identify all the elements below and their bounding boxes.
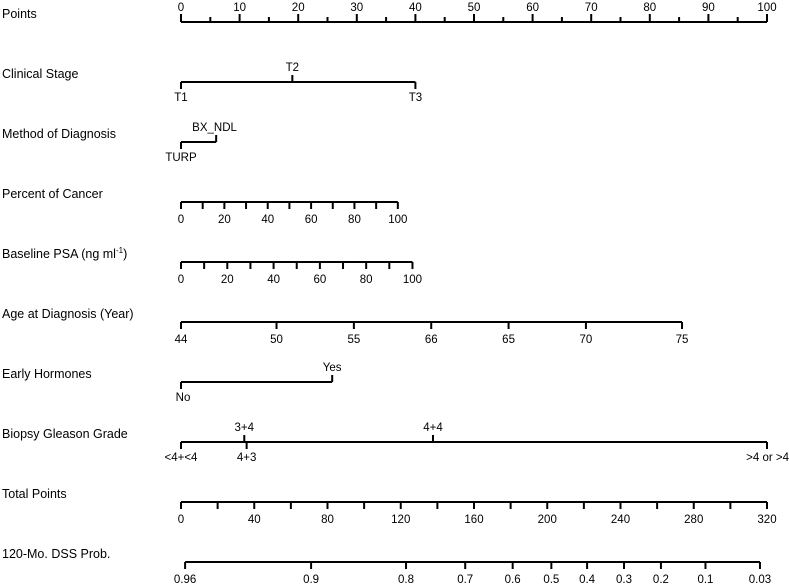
row-age-at-diagnosis bbox=[2, 307, 688, 346]
tick-label-baseline-psa: 40 bbox=[267, 274, 280, 286]
row-early-hormones bbox=[2, 362, 342, 404]
tick-label-percent-of-cancer: 40 bbox=[261, 214, 275, 226]
tick-label-age-at-diagnosis: 66 bbox=[424, 334, 438, 346]
tick-label-age-at-diagnosis: 75 bbox=[675, 334, 689, 346]
tick-label-percent-of-cancer: 100 bbox=[388, 214, 408, 226]
tick-label-dss-prob: 0.3 bbox=[616, 574, 633, 584]
row-label-total-points: Total Points bbox=[2, 487, 67, 501]
tick-label-points: 80 bbox=[643, 2, 657, 14]
tick-label-percent-of-cancer: 0 bbox=[177, 214, 185, 226]
tick-label-age-at-diagnosis: 44 bbox=[174, 334, 188, 346]
tick-label-percent-of-cancer: 80 bbox=[348, 214, 361, 226]
tick-label-dss-prob: 0.6 bbox=[504, 574, 521, 584]
tick-label-baseline-psa: 80 bbox=[359, 274, 373, 286]
tick-label-points: 60 bbox=[526, 2, 539, 14]
tick-label-baseline-psa: 100 bbox=[402, 274, 423, 286]
tick-label-baseline-psa: 0 bbox=[177, 274, 185, 286]
level-label-biopsy-gleason-grade: 4+4 bbox=[423, 422, 443, 434]
tick-label-total-points: 80 bbox=[321, 514, 334, 526]
tick-label-dss-prob: 0.1 bbox=[697, 574, 714, 584]
row-baseline-psa bbox=[2, 246, 422, 286]
tick-label-points: 70 bbox=[584, 2, 598, 14]
tick-label-points: 0 bbox=[177, 2, 185, 14]
tick-label-total-points: 200 bbox=[537, 514, 557, 526]
level-label-early-hormones: Yes bbox=[322, 362, 342, 374]
level-label-method-of-diagnosis: BX_NDL bbox=[192, 122, 237, 134]
tick-label-total-points: 320 bbox=[757, 514, 777, 526]
level-label-biopsy-gleason-grade: >4 or >4 bbox=[746, 452, 789, 464]
row-label-superscript: -1 bbox=[115, 246, 124, 255]
tick-label-points: 90 bbox=[702, 2, 715, 14]
tick-label-points: 20 bbox=[291, 2, 305, 14]
row-label-age-at-diagnosis: Age at Diagnosis (Year) bbox=[2, 307, 134, 321]
row-points bbox=[2, 2, 777, 22]
tick-label-points: 30 bbox=[350, 2, 364, 14]
level-label-clinical-stage: T3 bbox=[408, 92, 423, 104]
row-total-points bbox=[2, 487, 777, 526]
tick-label-points: 50 bbox=[467, 2, 481, 14]
row-method-of-diagnosis bbox=[2, 122, 238, 164]
tick-label-total-points: 280 bbox=[684, 514, 704, 526]
tick-label-points: 100 bbox=[757, 2, 777, 14]
tick-label-percent-of-cancer: 20 bbox=[217, 214, 231, 226]
row-dss-prob bbox=[2, 547, 771, 584]
tick-label-dss-prob: 0.4 bbox=[579, 574, 596, 584]
row-label-points: Points bbox=[2, 7, 37, 21]
tick-label-age-at-diagnosis: 65 bbox=[502, 334, 515, 346]
tick-label-dss-prob: 0.2 bbox=[652, 574, 669, 584]
row-label-baseline-psa: Baseline PSA (ng $ml^{-1}$) bbox=[2, 246, 128, 261]
level-label-biopsy-gleason-grade: 4+3 bbox=[236, 452, 257, 464]
tick-label-age-at-diagnosis: 50 bbox=[270, 334, 283, 346]
tick-label-total-points: 120 bbox=[391, 514, 411, 526]
row-label-clinical-stage: Clinical Stage bbox=[2, 67, 79, 81]
level-label-clinical-stage: T1 bbox=[174, 92, 188, 104]
row-percent-of-cancer bbox=[2, 187, 407, 226]
row-label-percent-of-cancer: Percent of Cancer bbox=[2, 187, 103, 201]
tick-label-baseline-psa: 20 bbox=[220, 274, 234, 286]
row-label-dss-prob: 120-Mo. DSS Prob. bbox=[2, 547, 111, 561]
level-label-method-of-diagnosis: TURP bbox=[165, 152, 197, 164]
row-biopsy-gleason-grade bbox=[2, 422, 789, 464]
tick-label-dss-prob: 0.03 bbox=[748, 574, 772, 584]
level-label-early-hormones: No bbox=[175, 392, 191, 404]
row-label-method-of-diagnosis: Method of Diagnosis bbox=[2, 127, 116, 141]
tick-label-total-points: 240 bbox=[610, 514, 631, 526]
tick-label-total-points: 40 bbox=[247, 514, 261, 526]
tick-label-total-points: 0 bbox=[177, 514, 185, 526]
tick-label-age-at-diagnosis: 70 bbox=[579, 334, 593, 346]
tick-label-dss-prob: 0.8 bbox=[398, 574, 415, 584]
level-label-clinical-stage: T2 bbox=[285, 62, 300, 74]
tick-label-dss-prob: 0.7 bbox=[457, 574, 474, 584]
tick-label-dss-prob: 0.9 bbox=[303, 574, 320, 584]
row-label-early-hormones: Early Hormones bbox=[2, 367, 92, 381]
row-label-suffix: ) bbox=[123, 247, 128, 261]
tick-label-dss-prob: 0.96 bbox=[173, 574, 197, 584]
tick-label-dss-prob: 0.5 bbox=[543, 574, 560, 584]
row-label-biopsy-gleason-grade: Biopsy Gleason Grade bbox=[2, 427, 128, 441]
tick-label-baseline-psa: 60 bbox=[313, 274, 327, 286]
tick-label-percent-of-cancer: 60 bbox=[304, 214, 318, 226]
level-label-biopsy-gleason-grade: 3+4 bbox=[234, 422, 255, 434]
tick-label-total-points: 160 bbox=[464, 514, 484, 526]
tick-label-points: 10 bbox=[233, 2, 246, 14]
level-label-biopsy-gleason-grade: <4+<4 bbox=[164, 452, 198, 464]
tick-label-points: 40 bbox=[409, 2, 422, 14]
row-clinical-stage bbox=[2, 62, 422, 104]
tick-label-age-at-diagnosis: 55 bbox=[347, 334, 361, 346]
